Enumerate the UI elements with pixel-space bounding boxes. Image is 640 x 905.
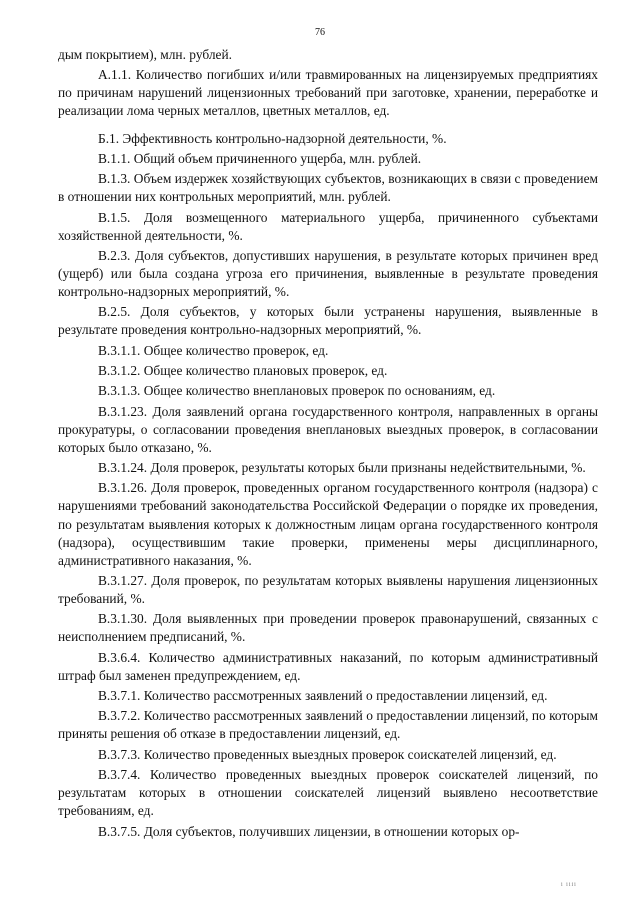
paragraph-v-3-1-2: В.3.1.2. Общее количество плановых проверок, ед. [98,363,388,378]
footer-scan-mark: i iiii [561,882,577,888]
paragraph-v-3-1-30: В.3.1.30. Доля выявленных при проведении проверок правонарушений, связанных с неисполнением предписаний, %. [58,611,598,645]
paragraph-v-3-1-24: В.3.1.24. Доля проверок, результаты которых были признаны недействительными, %. [98,460,586,476]
paragraph-v-2-3: В.2.3. Доля субъектов, допустивших нарушения, в результате которых причинен вред (ущерб) или была создана угроза его причинения, выявленные в результате проведения контрольно-надзорных мероприятий, %. [58,247,598,300]
page-number: 76 [315,27,325,38]
paragraph-continuation: дым покрытием), млн. рублей. [58,47,232,62]
paragraph-v-3-1-27: В.3.1.27. Доля проверок, по результатам которых выявлены нарушения лицензионных требований, %. [58,572,598,607]
paragraph-v-3-7-5: В.3.7.5. Доля субъектов, получивших лицензии, в отношении которых ор- [98,823,520,839]
paragraph-v-3-7-3: В.3.7.3. Количество проведенных выездных проверок соискателей лицензий, ед. [98,746,557,762]
paragraph-v-3-7-2: В.3.7.2. Количество рассмотренных заявлений о предоставлении лицензий, по которым приняты решения об отказе в предоставлении лицензий, ед. [58,708,598,742]
paragraph-v-2-5: В.2.5. Доля субъектов, у которых были устранены нарушения, выявленные в результате проведения контрольно-надзорных мероприятий, %. [58,304,598,338]
paragraph-v-3-1-3: В.3.1.3. Общее количество внеплановых проверок по основаниям, ед. [98,383,496,399]
document-body [58,46,598,843]
paragraph-v-1-3: В.1.3. Объем издержек хозяйствующих субъектов, возникающих в связи с проведением в отношении них контрольных мероприятий, млн. рублей. [58,171,598,205]
paragraph-v-3-7-4: В.3.7.4. Количество проведенных выездных проверок соискателей лицензий, по результатам которых в отношении соискателей лицензий выявлено несоответствие требованиям, ед. [58,767,598,819]
paragraph-v-1-1: В.1.1. Общий объем причиненного ущерба, млн. рублей. [98,150,422,166]
paragraph-b-1: Б.1. Эффективность контрольно-надзорной деятельности, %. [98,130,447,146]
paragraph-v-1-5: В.1.5. Доля возмещенного материального ущерба, причиненного субъектами хозяйственной деятельности, %. [58,209,598,243]
paragraph-v-3-6-4: В.3.6.4. Количество административных наказаний, по которым административный штраф был заменен предупреждением, ед. [58,649,598,683]
paragraph-v-3-7-1: В.3.7.1. Количество рассмотренных заявлений о предоставлении лицензий, ед. [98,688,548,704]
paragraph-v-3-1-1: В.3.1.1. Общее количество проверок, ед. [98,342,329,358]
paragraph-v-3-1-23: В.3.1.23. Доля заявлений органа государственного контроля, направленных в органы прокуратуры, о согласовании проведения внеплановых выездных проверок, в согласовании которых было отказано, %. [58,403,598,455]
paragraph-v-3-1-26: В.3.1.26. Доля проверок, проведенных органом государственного контроля (надзора) с нарушениями требований законодательства Российской Федерации о порядке их проведения, по результатам выявления которых к должностным лицам органа государственного контроля (надзора), осуществившим такие проверки, применены меры дисциплинарного, административного наказания, %. [58,480,598,568]
paragraph-a-1-1: А.1.1. Количество погибших и/или травмированных на лицензируемых предприятиях по причинам нарушений лицензионных требований при заготовке, хранении, переработке и реализации лома черных металлов, цветных металлов, ед. [58,67,598,119]
